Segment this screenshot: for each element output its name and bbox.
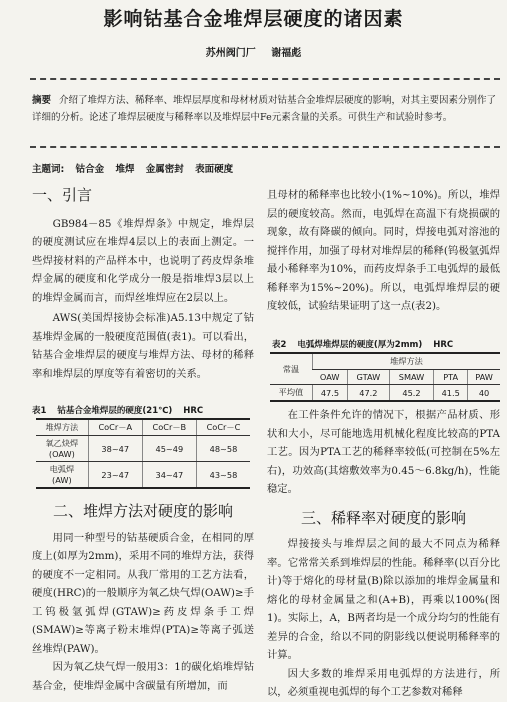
table-header-cell: OAW [312,370,347,385]
table-header-cell: PAW [468,370,500,385]
table-header-cell: 常温 [270,353,312,385]
table-header-cell: SMAW [389,370,433,385]
table-cell: 48~58 [196,436,250,462]
table2-label: 表2 [272,340,287,350]
paragraph: 因大多数的堆焊采用电弧焊的方法进行，所以，必须重视电弧焊的每个工艺参数对稀释 [267,667,500,698]
table-row [270,385,500,402]
keyword: 金属密封 [145,164,184,175]
table-header-cell: CoCr－B [142,419,196,436]
table-cell: 47.5 [312,385,347,402]
table2-title: 电弧焊堆焊层的硬度(厚为2mm) [297,340,423,350]
table1-unit: HRC [183,406,204,416]
section-heading-method: 二、堆焊方法对硬度的影响 [52,502,233,520]
abstract-label: 摘要 [32,95,52,106]
method-code: (OAW) [48,449,75,459]
table2-unit: HRC [433,340,454,350]
left-column [32,186,254,383]
paragraph: 且母材的稀释率也比较小(1%~10%)。所以，堆焊层的硬度较高。然而，电弧焊在高温下有烧损碳的现象，故有降碳的倾向。同时，焊接电弧对溶池的搅拌作用，加强了母材对堆焊层的稀释(钨极氩弧焊最小稀释率为10%，而药皮焊条手工电弧焊的最低稀释率为15%~20%)。所以，电弧焊堆焊层的硬度较低，试验结果证明了这一点(表2)。 [267,189,500,312]
keyword: 表面硬度 [195,164,234,175]
right-column-lower [267,406,500,702]
abstract-text: 介绍了堆焊方法、稀释率、堆焊层厚度和母材材质对钴基合金堆焊层硬度的影响，对其主要因素分别作了详细的分析。论述了堆焊层硬度与稀释率以及堆焊层中Fe元素含量的关系。可供生产和试验时参考。 [32,95,497,123]
table-header-cell: CoCr－A [88,419,142,436]
method-name: 氧乙炔焊 [45,438,79,448]
table-method-cell [36,462,88,489]
method-code: (AW) [52,475,72,485]
table-row [36,436,250,462]
table-cell: 23~47 [88,462,142,489]
table-row [36,462,250,489]
table-cell: 43~58 [196,462,250,489]
paragraph: 在工件条件允许的情况下，根据产品材质、形状和大小，尽可能地选用机械化程度比较高的PTA工艺。因为PTA工艺的稀释率较低(可控制在5%左右)，功效高(其熔敷效率为0.45～6.8kg/h)，性能稳定。 [267,409,500,495]
table-cell: 41.5 [434,385,468,402]
table-cell: 34~47 [142,462,196,489]
author-name: 谢福彪 [271,48,302,59]
keyword: 堆焊 [115,164,135,175]
section-heading-intro: 一、引言 [32,186,93,204]
dashed-rule-top [30,78,500,80]
left-column-lower [32,502,254,695]
section-heading-dilution: 三、稀释率对硬度的影响 [300,508,466,527]
table-cell: 47.2 [347,385,389,402]
table-cell: 45.2 [389,385,433,402]
abstract [32,92,502,126]
table-header-cell: 堆焊方法 [36,419,88,436]
table-cell: 平均值 [270,385,312,402]
right-column [267,186,500,316]
table-cell: 38~47 [88,436,142,462]
method-name: 电弧焊 [49,464,75,474]
table1 [36,418,250,489]
table-method-cell [36,436,88,462]
paragraph: 用同一种型号的钴基硬质合金，在相同的厚度上(如厚为2mm)，采用不同的堆焊方法，获得的硬度不一定相同。从我厂常用的工艺方法看，硬度(HRC)的一般顺序为氧乙炔气焊(OAW)≥手工钨极氩弧焊(GTAW)≥药皮焊条手工焊(SMAW)≥等离子粉末堆焊(PTA)≥等离子弧送丝堆焊(PAW)。 [32,531,254,655]
paragraph: 因为氧乙炔气焊一般用3：1的碳化焰堆焊钴基合金，使堆焊金属中含碳量有所增加，而 [32,661,254,692]
table-header-row [270,353,500,370]
table-header-cell: CoCr－C [196,419,250,436]
table1-caption [32,404,211,416]
table-header-row [36,419,250,436]
paragraph: 焊接接头与堆焊层之间的最大不同点为稀释率。它常常关系到堆焊层的性能。稀释率(以百分比计)等于熔化的母材量(B)除以添加的堆焊金属量和熔化的母材金属量之和(A+B)，再乘以100%(图1)。实际上，A，B两者均是一个成分均匀的性能有差异的合金，给以不同的阴影线以便说明稀释率的计算。 [267,538,500,661]
table-header-cell: GTAW [347,370,389,385]
paragraph: GB984－85《堆焊焊条》中规定，堆焊层的硬度测试应在堆焊4层以上的表面上测定。一些焊接材料的产品样本中，也说明了药皮焊条堆焊金属的硬度和化学成分一般是指堆焊3层以上的堆焊金属而言，而焊丝堆焊应在2层以上。 [32,217,254,304]
table1-label: 表1 [32,406,47,416]
table2-caption [272,338,461,350]
table-header-cell: PTA [434,370,468,385]
table2 [270,352,500,402]
dashed-rule-bottom [30,146,500,148]
paragraph: AWS(美国焊接协会标准)A5.13中规定了钴基堆焊金属的一般硬度范围值(表1)。可以看出，钴基合金堆焊层的硬度与堆焊方法、母材的稀释率和堆焊层的厚度等有着密切的关系。 [32,312,254,380]
table-header-cell: 堆焊方法 [312,353,500,370]
table1-title: 钴基合金堆焊层的硬度(21℃) [57,406,173,416]
page-title: 影响钴基合金堆焊层硬度的诸因素 [103,8,404,30]
table-cell: 40 [468,385,500,402]
keywords [32,161,241,175]
author-affiliation: 苏州阀门厂 [205,48,256,59]
table-cell: 45~49 [142,436,196,462]
keywords-label: 主题词: [32,164,65,175]
author-line [0,44,507,59]
keyword: 钴合金 [75,164,105,175]
